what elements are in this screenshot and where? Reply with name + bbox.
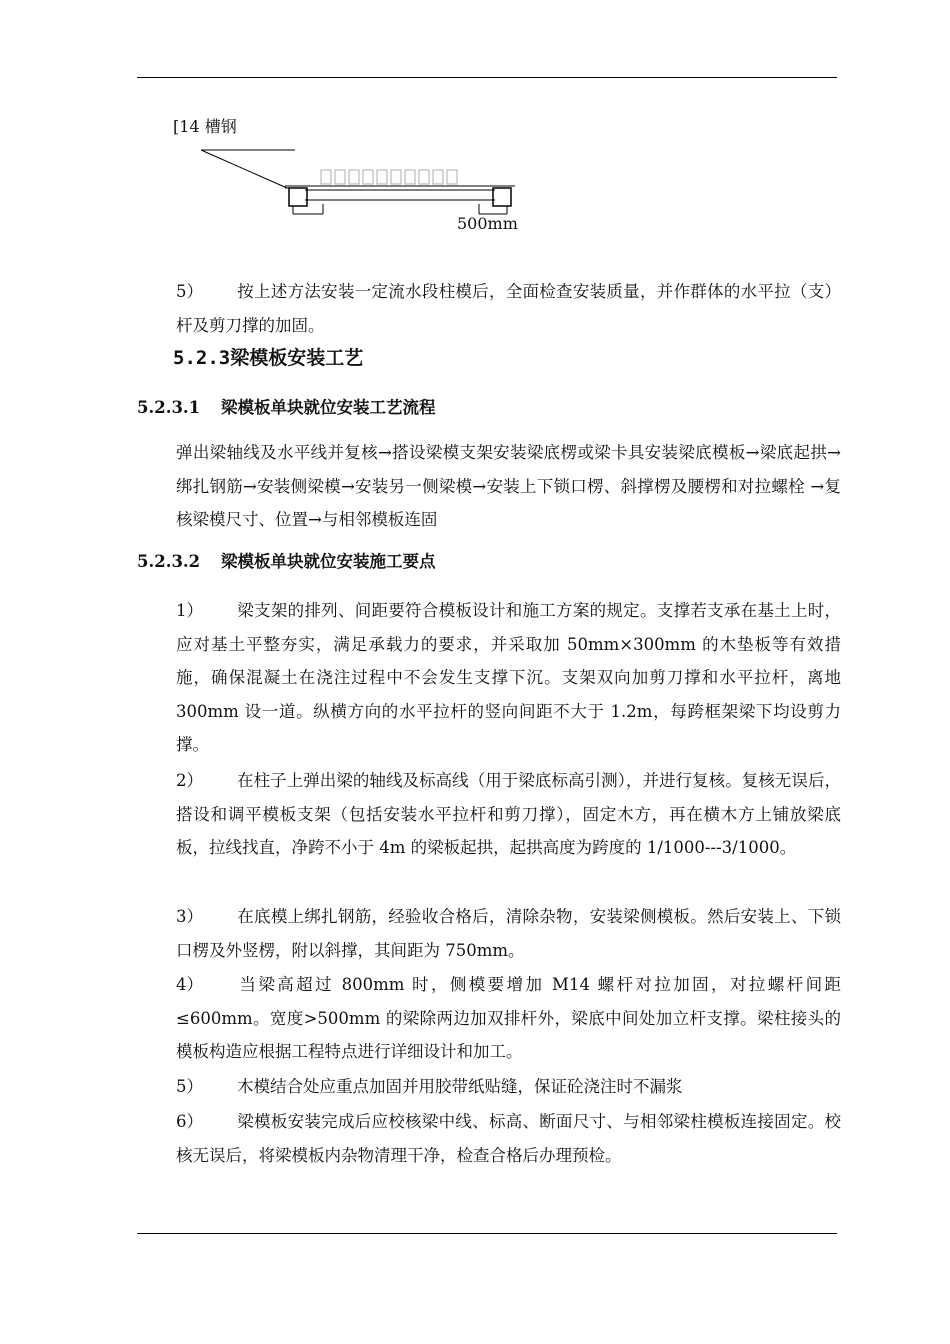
item-text: 当梁高超过 800mm 时，侧模要增加 M14 螺杆对拉加固，对拉螺杆间距≤600mm。宽度>500mm 的梁除两边加双排杆外，梁底中间处加立杆支撑。梁柱接头的模板构造应根据工程特点进行详细设计和加工。: [176, 975, 841, 1061]
section-heading-5232: [137, 550, 436, 574]
item-text: 梁模板安装完成后应校核梁中线、标高、断面尺寸、与相邻梁柱模板连接固定。校核无误后，将梁模板内杂物清理干净，检查合格后办理预检。: [176, 1112, 841, 1165]
section-heading-5231: [137, 396, 436, 420]
item-text: 梁支架的排列、间距要符合模板设计和施工方案的规定。支撑若支承在基土上时，应对基土平整夯实，满足承载力的要求，并采取加 50mm×300mm 的木垫板等有效措施，确保混凝土在浇注过程中不会发生支撑下沉。支架双向加剪刀撑和水平拉杆，离地 300mm 设一道。纵横方向的水平拉杆的竖向间距不大于 1.2m，每跨框架梁下均设剪力撑。: [176, 601, 841, 754]
list-item: [176, 1070, 841, 1104]
list-item: [176, 594, 841, 762]
heading-number: 5.2.3.2: [137, 552, 201, 571]
header-rule: [137, 77, 837, 78]
heading-title: 梁模板单块就位安装工艺流程: [221, 398, 436, 417]
prev-item-5: [176, 275, 841, 342]
item-text: 在柱子上弹出梁的轴线及标高线（用于梁底标高引测），并进行复核。复核无误后，搭设和调平模板支架（包括安装水平拉杆和剪刀撑），固定木方，再在横木方上铺放梁底板，拉线找直，净跨不小于 4m 的梁板起拱，起拱高度为跨度的 1/1000---3/1000。: [176, 771, 841, 857]
heading-number: 5.2.3: [173, 347, 231, 369]
heading-number: 5.2.3.1: [137, 398, 201, 417]
heading-title: 梁模板安装工艺: [230, 347, 364, 369]
footer-rule: [137, 1233, 837, 1234]
item-number: 5）: [176, 1077, 203, 1096]
process-flow-text: 弹出梁轴线及水平线并复核→搭设梁模支架安装梁底楞或梁卡具安装梁底模板→梁底起拱→绑扎钢筋→安装侧梁模→安装另一侧梁模→安装上下锁口楞、斜撑楞及腰楞和对拉螺栓 →复核梁模尺寸、位置→与相邻模板连固: [176, 443, 841, 529]
dimension-label: 500mm: [457, 214, 518, 233]
item-number: 1）: [176, 601, 203, 620]
section-heading-523: [173, 344, 363, 372]
item-text: 木模结合处应重点加固并用胶带纸贴缝，保证砼浇注时不漏浆: [237, 1077, 683, 1096]
heading-title: 梁模板单块就位安装施工要点: [221, 552, 436, 571]
item-text: 在底模上绑扎钢筋，经验收合格后，清除杂物，安装梁侧模板。然后安装上、下锁口楞及外竖楞，附以斜撑，其间距为 750mm。: [176, 907, 841, 960]
channel-steel-label: [14 槽钢: [173, 117, 237, 136]
item-number: 5）: [176, 282, 203, 301]
list-item: [176, 968, 841, 1069]
item-text: 按上述方法安装一定流水段柱模后，全面检查安装质量，并作群体的水平拉（支）杆及剪刀撑的加固。: [176, 282, 841, 335]
item-number: 3）: [176, 907, 203, 926]
channel-steel-diagram: [195, 140, 525, 220]
list-item: [176, 900, 841, 967]
list-item: [176, 1105, 841, 1172]
item-number: 4）: [176, 975, 203, 994]
item-number: 6）: [176, 1112, 203, 1131]
item-number: 2）: [176, 771, 203, 790]
list-item: [176, 764, 841, 865]
